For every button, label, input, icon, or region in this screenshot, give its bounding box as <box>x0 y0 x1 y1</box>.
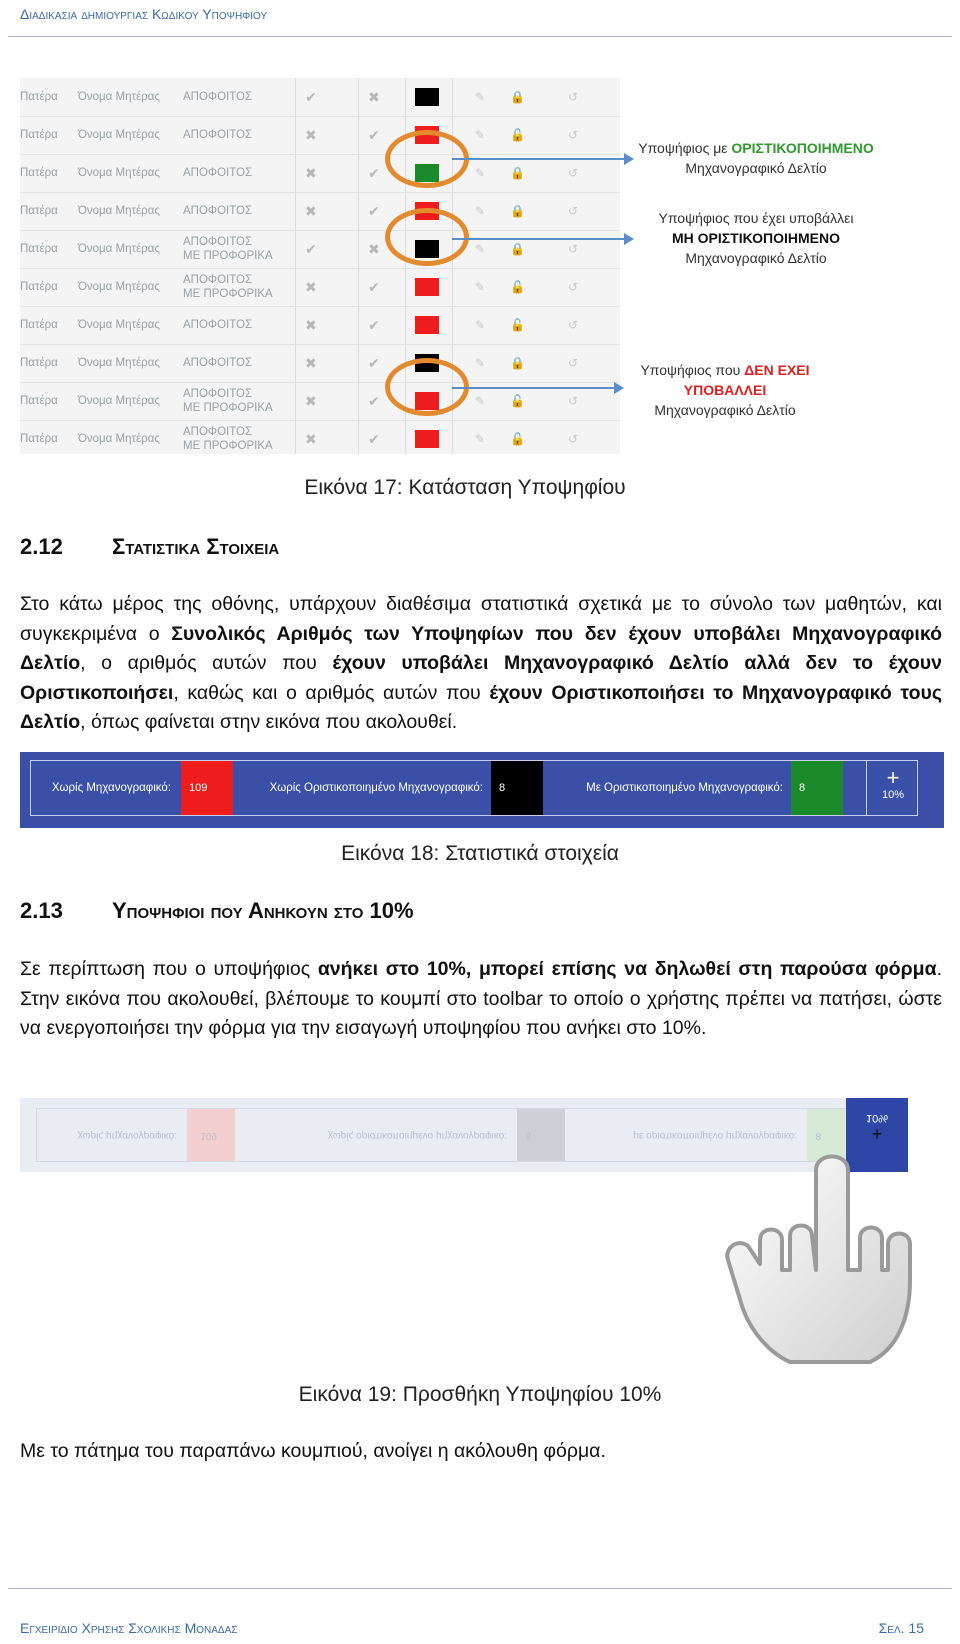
mark-icon: ✔ <box>368 203 380 219</box>
mark-icon: ✖ <box>368 89 380 105</box>
mark-icon: ✖ <box>305 431 317 447</box>
pointing-hand-icon <box>720 1130 940 1370</box>
stat-value-not-finalized: 8 <box>491 761 543 815</box>
mother-name-cell: Όνομα Μητέρας <box>78 281 160 293</box>
status-cell: ΑΠΟΦΟΙΤΟΣ <box>183 167 253 179</box>
edit-icon[interactable]: ✎ <box>475 204 486 218</box>
undo-icon[interactable]: ↺ <box>568 128 579 142</box>
highlight-ring-not-finalized <box>385 208 469 266</box>
stat-value-finalized: 8 <box>791 761 843 815</box>
table-row <box>20 344 620 383</box>
status-color-square <box>415 278 439 296</box>
undo-icon[interactable]: ↺ <box>568 432 579 446</box>
figure-19-caption: Εικόνα 19: Προσθήκη Υποψηφίου 10% <box>298 1383 662 1406</box>
mark-icon: ✖ <box>305 355 317 371</box>
undo-icon[interactable]: ↺ <box>568 166 579 180</box>
mark-icon: ✔ <box>305 89 317 105</box>
mark-icon: ✖ <box>305 127 317 143</box>
mark-icon: ✖ <box>368 241 380 257</box>
mark-icon: ✔ <box>368 393 380 409</box>
figure-candidate-status-screenshot <box>20 78 620 454</box>
lock-icon[interactable]: 🔒 <box>510 356 525 370</box>
mark-icon: ✖ <box>305 279 317 295</box>
mark-icon: ✔ <box>305 241 317 257</box>
status-cell: ΑΠΟΦΟΙΤΟΣ ΜΕ ΠΡΟΦΟΡΙΚΑ <box>183 388 273 414</box>
add-10-percent-button[interactable]: + 10% <box>867 761 919 815</box>
edit-icon[interactable]: ✎ <box>475 166 486 180</box>
undo-icon[interactable]: ↺ <box>568 242 579 256</box>
lock-icon[interactable]: 🔓 <box>510 280 525 294</box>
edit-icon[interactable]: ✎ <box>475 394 486 408</box>
lock-icon[interactable]: 🔓 <box>510 128 525 142</box>
father-cell: Πατέρα <box>20 395 58 407</box>
annotation-finalized: Υποψήφιος με ΟΡΙΣΤΙΚΟΠΟΙΗΜΕΝΟ Μηχανογραφικό Δελτίο <box>638 140 874 176</box>
section-2-12-paragraph: Στο κάτω μέρος της οθόνης, υπάρχουν διαθέσιμα στατιστικά σχετικά με το σύνολο των μαθητών, και συγκεκριμένα ο Συνολικός Αριθμός των Υποψηφίων που δεν έχουν υποβάλει Μηχανογραφικό Δελτίο, ο αριθμός αυτών που έχουν υποβάλει Μηχανογραφικό Δελτίο αλλά δεν το έχουν Οριστικοποιήσει, καθώς και ο αριθμός αυτών που έχουν Οριστικοποιήσει το Μηχανογραφικό τους Δελτίο, όπως φαίνεται στην εικόνα που ακολουθεί. <box>20 593 943 733</box>
mark-icon: ✔ <box>368 317 380 333</box>
mother-name-cell: Όνομα Μητέρας <box>78 357 160 369</box>
mark-icon: ✖ <box>305 317 317 333</box>
status-cell: ΑΠΟΦΟΙΤΟΣ <box>183 129 253 141</box>
header-divider <box>8 36 952 37</box>
edit-icon[interactable]: ✎ <box>475 318 486 332</box>
add-10-percent-button-highlight[interactable]: 10% + <box>846 1098 908 1172</box>
status-color-square <box>415 88 439 106</box>
mark-icon: ✔ <box>368 127 380 143</box>
figure-statistics-bar <box>20 752 944 828</box>
closing-sentence: Με το πάτημα του παραπάνω κουμπιού, ανοίγει η ακόλουθη φόρμα. <box>20 1440 606 1462</box>
table-row <box>20 420 620 454</box>
status-color-square <box>415 316 439 334</box>
edit-icon[interactable]: ✎ <box>475 280 486 294</box>
lock-icon[interactable]: 🔒 <box>510 90 525 104</box>
stat-label-finalized: Με Οριστικοποιημένο Μηχανογραφικό: <box>586 782 783 794</box>
mother-name-cell: Όνομα Μητέρας <box>78 433 160 445</box>
mark-icon: ✔ <box>368 279 380 295</box>
lock-icon[interactable]: 🔒 <box>510 166 525 180</box>
status-cell: ΑΠΟΦΟΙΤΟΣ ΜΕ ΠΡΟΦΟΡΙΚΑ <box>183 236 273 262</box>
figure-18-caption: Εικόνα 18: Στατιστικά στοιχεία <box>341 842 619 865</box>
mark-icon: ✔ <box>368 355 380 371</box>
plus-icon: + <box>886 765 900 790</box>
mother-name-cell: Όνομα Μητέρας <box>78 129 160 141</box>
status-color-square <box>415 430 439 448</box>
table-row <box>20 192 620 231</box>
mark-icon: ✔ <box>368 431 380 447</box>
status-cell: ΑΠΟΦΟΙΤΟΣ <box>183 205 253 217</box>
status-cell: ΑΠΟΦΟΙΤΟΣ <box>183 91 253 103</box>
father-cell: Πατέρα <box>20 243 58 255</box>
stat-label-no-form: Χωρίς Μηχανογραφικό: <box>51 782 171 794</box>
plus-icon: + <box>871 1124 883 1144</box>
undo-icon[interactable]: ↺ <box>568 356 579 370</box>
father-cell: Πατέρα <box>20 319 58 331</box>
edit-icon[interactable]: ✎ <box>475 432 486 446</box>
status-cell: ΑΠΟΦΟΙΤΟΣ <box>183 319 253 331</box>
arrow-finalized <box>452 158 632 160</box>
mother-name-cell: Όνομα Μητέρας <box>78 243 160 255</box>
father-cell: Πατέρα <box>20 129 58 141</box>
section-heading-2-13: 2.13 Υποψηφιοι που Ανηκουν στο 10% <box>20 898 414 923</box>
undo-icon[interactable]: ↺ <box>568 318 579 332</box>
table-row <box>20 116 620 155</box>
table-row <box>20 230 620 269</box>
undo-icon[interactable]: ↺ <box>568 90 579 104</box>
father-cell: Πατέρα <box>20 205 58 217</box>
page-number: Σελ. 15 <box>878 1620 924 1636</box>
edit-icon[interactable]: ✎ <box>475 242 486 256</box>
lock-icon[interactable]: 🔒 <box>510 204 525 218</box>
stat-label-not-finalized: Χωρίς Οριστικοποιημένο Μηχανογραφικό: <box>269 782 483 794</box>
undo-icon[interactable]: ↺ <box>568 394 579 408</box>
edit-icon[interactable]: ✎ <box>475 356 486 370</box>
annotation-not-finalized: Υποψήφιος που έχει υποβάλλει ΜΗ ΟΡΙΣΤΙΚΟΠΟΙΗΜΕΝΟ Μηχανογραφικό Δελτίο <box>658 210 854 266</box>
running-footer: Εγχειριδιο Χρησης Σχολικης Μοναδας <box>20 1620 238 1636</box>
footer-divider <box>8 1588 952 1589</box>
mother-name-cell: Όνομα Μητέρας <box>78 205 160 217</box>
arrow-not-submitted <box>452 387 622 389</box>
lock-icon[interactable]: 🔓 <box>510 318 525 332</box>
lock-icon[interactable]: 🔓 <box>510 394 525 408</box>
undo-icon[interactable]: ↺ <box>568 204 579 218</box>
mark-icon: ✖ <box>305 393 317 409</box>
mark-icon: ✖ <box>305 165 317 181</box>
lock-icon[interactable]: 🔒 <box>510 242 525 256</box>
table-row <box>20 268 620 307</box>
mother-name-cell: Όνομα Μητέρας <box>78 167 160 179</box>
arrow-not-finalized <box>452 238 632 240</box>
mark-icon: ✔ <box>368 165 380 181</box>
mark-icon: ✖ <box>305 203 317 219</box>
status-cell: ΑΠΟΦΟΙΤΟΣ <box>183 357 253 369</box>
father-cell: Πατέρα <box>20 357 58 369</box>
stat-value-no-form: 109 <box>181 761 233 815</box>
father-cell: Πατέρα <box>20 91 58 103</box>
undo-icon[interactable]: ↺ <box>568 280 579 294</box>
mother-name-cell: Όνομα Μητέρας <box>78 91 160 103</box>
running-header: Διαδικασια δημιουργιας Κωδικου Υποψηφιου <box>20 6 268 22</box>
figure-17-caption: Εικόνα 17: Κατάσταση Υποψηφίου <box>304 476 626 499</box>
table-row <box>20 306 620 345</box>
edit-icon[interactable]: ✎ <box>475 128 486 142</box>
table-row <box>20 78 620 117</box>
figure-add-10-percent-toolbar: χωρίς μηχανογραφικό: 109 χωρίς οριστικοποιημένο μηχανογραφικό: 8 με οριστικοποιημένο μηχανογραφικό: 8 10% + <box>20 1098 908 1172</box>
father-cell: Πατέρα <box>20 167 58 179</box>
mother-name-cell: Όνομα Μητέρας <box>78 395 160 407</box>
status-cell: ΑΠΟΦΟΙΤΟΣ ΜΕ ΠΡΟΦΟΡΙΚΑ <box>183 426 273 452</box>
section-heading-2-12: 2.12 Στατιστικα Στοιχεια <box>20 534 280 559</box>
lock-icon[interactable]: 🔓 <box>510 432 525 446</box>
section-2-13-paragraph: Σε περίπτωση που ο υποψήφιος ανήκει στο 10%, μπορεί επίσης να δηλωθεί στη παρούσα φόρμα. Στην εικόνα που ακολουθεί, βλέπουμε το κουμπί στο toolbar το οποίο ο χρήστης πρέπει να πατήσει, ώστε να ενεργοποιήσει την φόρμα για την εισαγωγή υποψηφίου που ανήκει στο 10%. <box>20 958 942 1039</box>
status-cell: ΑΠΟΦΟΙΤΟΣ ΜΕ ΠΡΟΦΟΡΙΚΑ <box>183 274 273 300</box>
father-cell: Πατέρα <box>20 281 58 293</box>
annotation-not-submitted: Υποψήφιος που ΔΕΝ ΕΧΕΙ ΥΠΟΒΑΛΛΕΙ Μηχανογραφικό Δελτίο <box>640 362 810 418</box>
father-cell: Πατέρα <box>20 433 58 445</box>
edit-icon[interactable]: ✎ <box>475 90 486 104</box>
mother-name-cell: Όνομα Μητέρας <box>78 319 160 331</box>
